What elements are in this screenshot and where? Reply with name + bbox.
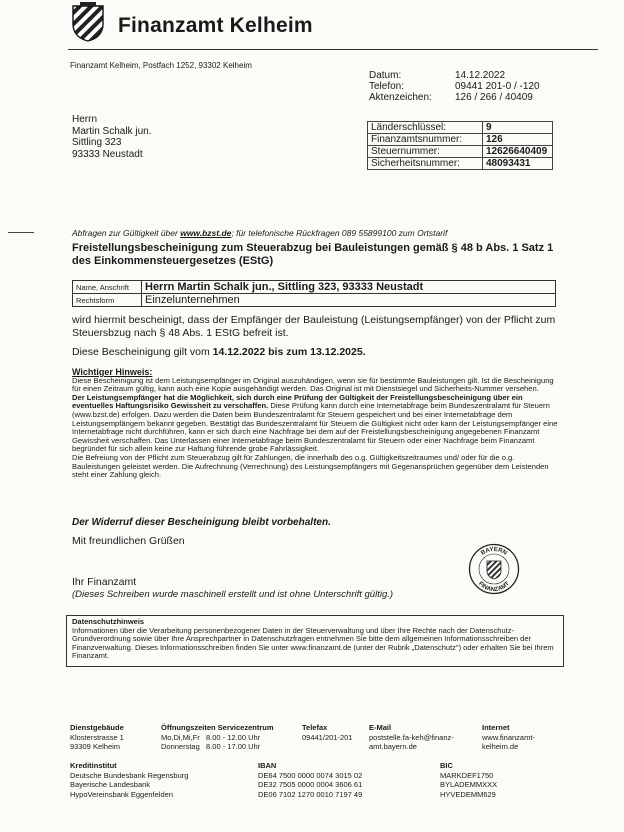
closing-greeting: Mit freundlichen Grüßen [72, 535, 185, 547]
footer-bic: BIC MARKDEF1750 BYLADEMMXXX HYVEDEMM629 [440, 761, 498, 799]
official-seal-icon [468, 543, 520, 595]
recipient-table [72, 280, 556, 307]
bavarian-crest-icon [70, 2, 106, 42]
website-link[interactable]: www.finanzamt- [482, 732, 535, 742]
important-notice [72, 368, 564, 480]
meta-row-phone: Telefon: 09441 201-0 / -120 [369, 81, 540, 92]
validity-statement: Diese Bescheinigung gilt vom 14.12.2022 bis zum 13.12.2025. [72, 346, 366, 358]
tax-id-row: Steuernummer: 12626640409 [368, 146, 553, 158]
notice-paragraph: Die Befreiung von der Pflicht zum Steuerabzug gilt für Zahlungen, die innerhalb des o.g. Gültigkeitszeitraumes und/ oder für die o.g. Bauleistungen geleistet werden. Die Aufrechnung (Verrechnung) des Leistungsempfängers mit Gegenansprüchen gegenüber dem Leistenden steht einer Zahlung gleich. [72, 452, 549, 480]
tax-id-row: Länderschlüssel: 9 [368, 122, 553, 134]
footer-opening-hours: Öffnungszeiten Servicezentrum Mo,Di,Mi,Fr 8.00 - 12.00 Uhr Donnerstag 8.00 - 17.00 Uhr [161, 723, 274, 751]
footer-building: Dienstgebäude Klosterstrasse 1 93309 Kelheim [70, 723, 124, 751]
signature-office: Ihr Finanzamt [72, 576, 137, 588]
verification-note: Abfragen zur Gültigkeit über www.bzst.de; für telefonische Rückfragen 089 55899100 zum Ortstarif [72, 228, 448, 238]
notice-heading: Wichtiger Hinweis: [72, 367, 153, 377]
notice-paragraph: Der Leistungsempfänger hat die Möglichkeit, sich durch eine Prüfung der Gültigkeit der Freistellungsbescheinigung über ein eventuelles Haftungsrisiko Gewissheit zu verschaffen. Diese Prüfung kann durch eine Internetabfrage beim Bundeszentralamt für Steuern (www.bzst.de) erfolgen. Dazu werden die Daten beim Bundeszentralamt für Steuern gespeichert und bei einer Internetabfrage dem Leistungsempfängern bekannt gegeben. Bestätigt das Bundeszentralamt für Steuern die Gültigkeit nicht oder kann der Leistungsempfänger eine Internetabfrage nicht durchführen, kann er sich durch eine Nachfrage bei dem auf der Freistellungsbescheinigung angegebenen Finanzamt Gewissheit verschaffen. Das Unterlassen einer Internetabfrage beim Bundeszentralamt für Steuern oder einer Nachfrage beim Finanzamt begründet für sich allein keine zur Haftung führende grobe Fahrlässigkeit. [72, 392, 558, 454]
letter-meta [369, 70, 540, 103]
revocation-note: Der Widerruf dieser Bescheinigung bleibt vorbehalten. [72, 517, 331, 528]
meta-row-date: Datum: 14.12.2022 [369, 70, 506, 81]
privacy-text: Informationen über die Verarbeitung personenbezogener Daten in der Steuerverwaltung und über Ihre Rechte nach der Datenschutz-Grundverordnung sowie über Ihre Ansprechpartner in Datenschutzfragen entnehmen Sie bitte dem allgemeinen Informationsschreiben der Finanzverwaltung. Dieses Informationsschreiben finden Sie unter www.finanzamt.de (unter der Rubrik „Datenschutz") oder erhalten Sie bei Ihrem Finanzamt. [72, 625, 554, 661]
footer-bank: Kreditinstitut Deutsche Bundesbank Regensburg Bayerische Landesbank HypoVereinsbank Eggenfelden [70, 761, 189, 799]
exemption-statement: wird hiermit bescheinigt, dass der Empfänger der Bauleistung (Leistungsempfänger) von der Pflicht zum Steuersbzug nach § 48 Abs. 1 EStG befreit ist. [72, 314, 556, 339]
tax-id-table [367, 121, 553, 170]
privacy-heading: Datenschutzhinweis [72, 617, 145, 626]
footer-email: E-Mail poststelle.fa-keh@finanz- amt.bayern.de [369, 723, 454, 751]
svg-text:BAYERN: BAYERN [480, 546, 508, 557]
bzst-link[interactable]: www.bzst.de [180, 228, 232, 238]
footer-iban: IBAN DE64 7500 0000 0074 3015 02 DE32 7505 0000 0004 3606 61 DE06 7102 1270 0010 7197 49 [258, 761, 363, 799]
machine-generated-note: (Dieses Schreiben wurde maschinell erstellt und ist ohne Unterschrift gültig.) [72, 589, 394, 600]
notice-paragraph: Diese Bescheinigung ist dem Leistungsempfänger im Original auszuhändigen, wenn sie für bestimmte Bauleistungen gilt. Ist die Bescheinigung für einen Zeitraum gültig, kann auch eine Kopie ausgehändigt werden. Das Original ist mit Dienstsiegel und Sicherheits-Nummer versehen. [72, 375, 554, 394]
recipient-row-name: Name, Anschrift Herrn Martin Schalk jun., Sittling 323, 93333 Neustadt [73, 281, 556, 294]
tax-id-row: Finanzamtsnummer: 126 [368, 134, 553, 146]
header-divider [68, 49, 598, 50]
document-title: Freistellungsbescheinigung zum Steuerabzug bei Bauleistungen gemäß § 48 b Abs. 1 Satz 1 des Einkommensteuergesetzes (EStG) [72, 242, 554, 267]
office-title: Finanzamt Kelheim [118, 14, 313, 37]
privacy-notice-box [66, 615, 564, 667]
tax-id-row: Sicherheitsnummer: 48093431 [368, 158, 553, 170]
email-link[interactable]: poststelle.fa-keh@finanz- [369, 732, 454, 742]
sender-return-address: Finanzamt Kelheim, Postfach 1252, 93302 Kelheim [70, 61, 252, 70]
meta-row-reference: Aktenzeichen: 126 / 266 / 40409 [369, 92, 533, 103]
recipient-address: Herrn Martin Schalk jun. Sittling 323 93333 Neustadt [72, 114, 152, 160]
recipient-row-legal-form: Rechtsform Einzelunternehmen [73, 294, 556, 307]
validity-range: 14.12.2022 bis zum 13.12.2025. [212, 346, 366, 358]
footer-internet: Internet www.finanzamt- kelheim.de [482, 723, 535, 751]
footer-fax: Telefax 09441/201-201 [302, 723, 353, 742]
fold-mark [8, 232, 34, 233]
svg-text:FINANZAMT: FINANZAMT [477, 580, 511, 594]
